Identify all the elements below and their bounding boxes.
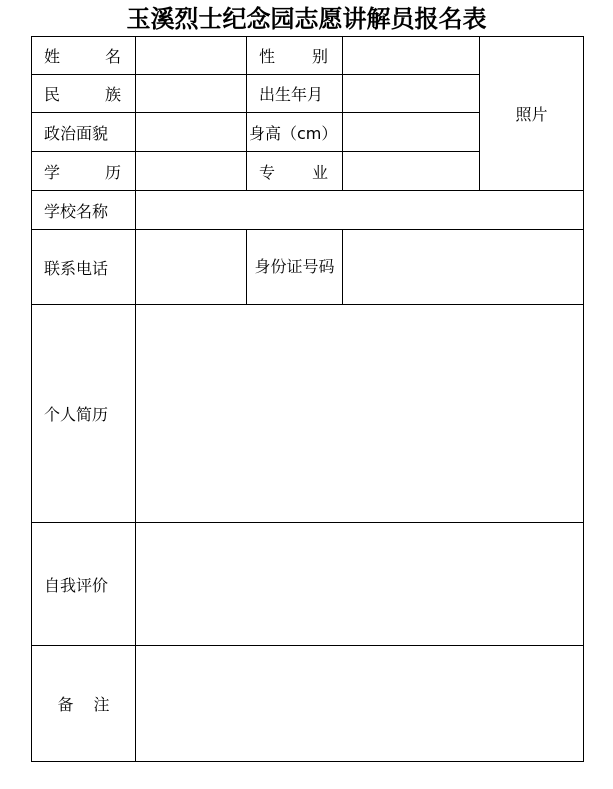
field-resume[interactable] [136, 305, 584, 523]
label-phone-text: 联系电话 [44, 258, 109, 278]
field-remarks[interactable] [136, 646, 584, 762]
field-political-status[interactable] [136, 113, 247, 152]
label-remarks-char2: 注 [93, 695, 110, 714]
label-major-char1: 专 [259, 162, 276, 182]
label-name [32, 37, 136, 75]
label-remarks [32, 646, 136, 762]
label-gender-char1: 性 [259, 47, 276, 66]
label-remarks-char1: 备 [57, 695, 74, 714]
label-ethnicity-char2: 族 [104, 85, 121, 104]
label-ethnicity [32, 75, 136, 113]
field-ethnicity[interactable] [136, 75, 247, 113]
label-name-char2: 名 [104, 47, 121, 66]
label-political-status [32, 113, 136, 152]
row-phone-id [32, 230, 584, 305]
field-id-number[interactable] [343, 230, 584, 305]
field-gender[interactable] [343, 37, 480, 75]
registration-form-table [31, 36, 584, 762]
label-phone [32, 230, 136, 305]
label-id-number [247, 230, 343, 305]
row-remarks [32, 646, 584, 762]
row-name-gender [32, 37, 584, 75]
label-resume [32, 305, 136, 523]
label-birth-date [247, 75, 343, 113]
label-major [247, 152, 343, 191]
label-gender-char2: 别 [311, 47, 328, 66]
label-id-number-text: 身份证号码 [254, 257, 335, 276]
label-school-name [32, 191, 136, 230]
label-birth-date-text: 出生年月 [259, 85, 324, 104]
row-school [32, 191, 584, 230]
field-phone[interactable] [136, 230, 247, 305]
label-self-evaluation-text: 自我评价 [44, 575, 109, 595]
form-title: 玉溪烈士纪念园志愿讲解员报名表 [126, 4, 487, 33]
field-name[interactable] [136, 37, 247, 75]
row-self-evaluation [32, 523, 584, 646]
label-resume-text: 个人简历 [44, 405, 109, 424]
label-name-char1: 姓 [44, 47, 61, 66]
field-major[interactable] [343, 152, 480, 191]
label-political-status-text: 政治面貌 [44, 123, 109, 143]
row-resume [32, 305, 584, 523]
label-education [32, 152, 136, 191]
label-school-name-text: 学校名称 [44, 201, 109, 221]
label-self-evaluation [32, 523, 136, 646]
field-birth-date[interactable] [343, 75, 480, 113]
label-education-char1: 学 [44, 162, 61, 182]
photo-box[interactable] [480, 37, 584, 191]
field-self-evaluation[interactable] [136, 523, 584, 646]
label-major-char2: 业 [311, 162, 328, 182]
label-height-text: 身高（cm） [249, 123, 338, 143]
label-education-char2: 历 [104, 162, 121, 182]
label-height [247, 113, 343, 152]
field-education[interactable] [136, 152, 247, 191]
field-height[interactable] [343, 113, 480, 152]
label-gender [247, 37, 343, 75]
field-school-name[interactable] [136, 191, 584, 230]
label-ethnicity-char1: 民 [44, 85, 61, 104]
label-photo: 照片 [515, 105, 548, 124]
